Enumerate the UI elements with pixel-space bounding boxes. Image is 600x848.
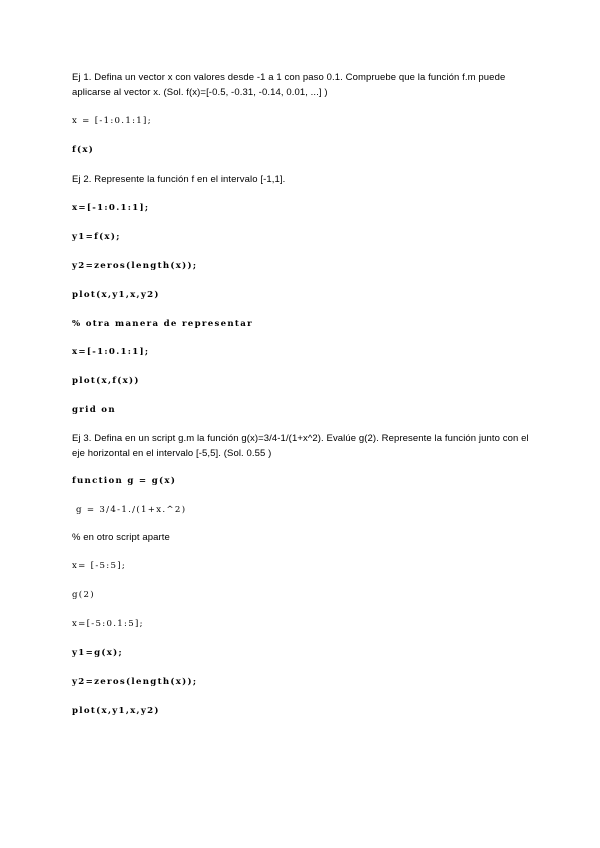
ej3-title: Ej 3. Defina en un script g.m la función g(x)=3/4-1/(1+x^2). Evalúe g(2). Represente la función junto con el eje horizontal en el intervalo [-5,5]. (Sol. 0.55 ) [72,433,529,459]
ej2-title: Ej 2. Represente la función f en el intervalo [-1,1]. [72,174,286,185]
code-line: plot(x,y1,x,y2) [72,706,160,716]
code-line: function g = g(x) [72,476,177,486]
code-line: y1=g(x); [72,648,124,658]
code-line: grid on [72,405,116,415]
ej1-title: Ej 1. Defina un vector x con valores desde -1 a 1 con paso 0.1. Compruebe que la función f.m puede aplicarse al vector x. (Sol. f(x)=[-0.5, -0.31, -0.14, 0.01, ...] ) [72,72,506,98]
code-comment: % otra manera de representar [72,319,253,329]
code-line: x=[-5:0.1:5]; [72,619,144,629]
code-line: plot(x,f(x)) [72,376,140,386]
code-line: x=[-1:0.1:1]; [72,203,150,213]
code-line: x=[-1:0.1:1]; [72,347,150,357]
code-line: y2=zeros(length(x)); [72,677,198,687]
code-line: g(2) [72,590,95,600]
code-line: y2=zeros(length(x)); [72,261,198,271]
code-line: g = 3/4-1./(1+x.^2) [72,505,187,515]
code-line: plot(x,y1,x,y2) [72,290,160,300]
code-line: f(x) [72,145,95,155]
code-comment: % en otro script aparte [72,532,170,543]
code-line: y1=f(x); [72,232,121,242]
code-line: x = [-1:0.1:1]; [72,116,152,126]
code-line: x= [-5:5]; [72,561,127,571]
